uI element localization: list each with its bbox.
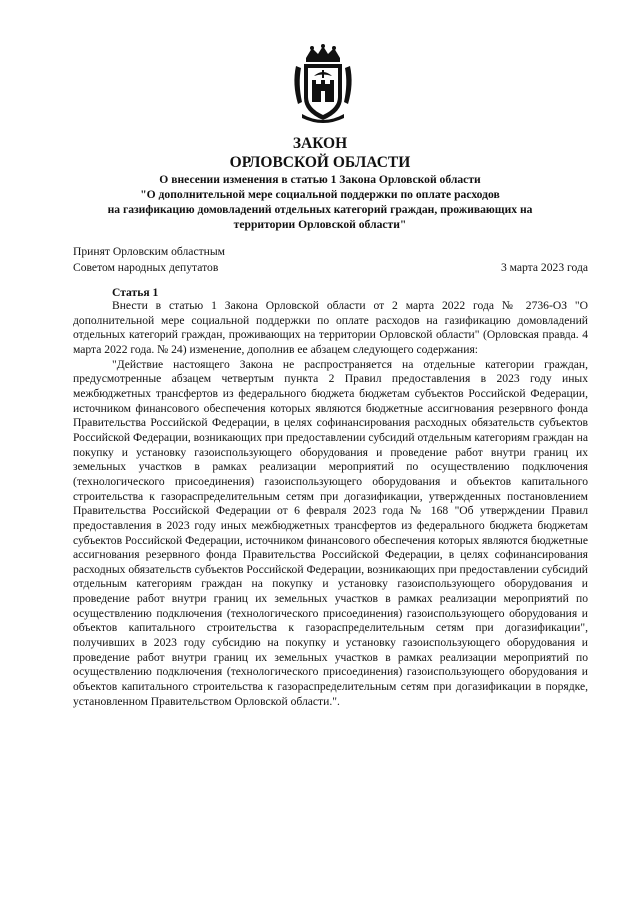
article-heading: Статья 1 [112,286,159,299]
subtitle-line: территории Орловской области" [233,218,407,231]
adoption-line: Советом народных депутатов [73,260,219,274]
coat-of-arms-icon [292,44,354,124]
adoption-date: 3 марта 2023 года [500,260,588,274]
article-paragraph: "Действие настоящего Закона не распространяется на отдельные категории граждан, предусмотренные абзацем четвертым пункта 2 Правил предоставления в 2023 году иных межбюджетных трансфертов из федерального бюджета бюджетам субъектов Российской Федерации, источником финансового обеспечения которых являются бюджетные ассигнования резервного фонда Правительства Российской Федерации, в целях софинансирования расходных обязательств субъектов Российской Федерации, возникающих при предоставлении субсидий отдельным категориям граждан на покупку и установку газоиспользующего оборудования и проведение работ внутри границ их земельных участков в рамках реализации мероприятий по осуществлению подключения (технологического присоединения) газоиспользующего оборудования и объектов капитального строительства к газораспределительным сетям при догазификации, утвержденных постановлением Правительства Российской Федерации от 6 февраля 2023 года № 168 "Об утверждении Правил предоставления в 2023 году иных межбюджетных трансфертов из федерального бюджета бюджетам субъектов Российской Федерации, источником финансового обеспечения которых являются бюджетные ассигнования резервного фонда Правительства Российской Федерации, в целях софинансирования расходных обязательств субъектов Российской Федерации, возникающих при предоставлении субсидий отдельным категориям граждан на покупку и установку газоиспользующего оборудования и проведение работ внутри границ их земельных участков в рамках реализации мероприятий по осуществлению подключения (технологического присоединения) газоиспользующего оборудования и объектов капитального строительства к газораспределительным сетям при догазификации", получивших в 2023 году субсидию на покупку и установку газоиспользующего оборудования и проведение работ внутри границ их земельных участков в рамках реализации мероприятий по осуществлению подключения (технологического присоединения) газоиспользующего оборудования и объектов капитального строительства к газораспределительным сетям при догазификации в порядке, установленном Правительством Орловской области.". [73,357,588,708]
subtitle-line: на газификацию домовладений отдельных категорий граждан, проживающих на [107,203,533,216]
adoption-block [73,244,225,275]
region-title: ОРЛОВСКОЙ ОБЛАСТИ [229,154,411,171]
law-title: ЗАКОН [292,135,348,152]
subtitle-line: "О дополнительной мере социальной поддержки по оплате расходов [140,188,500,201]
adoption-line: Принят Орловским областным [73,245,225,258]
law-subtitle [60,172,580,232]
article-body [73,299,588,709]
article-paragraph: Внести в статью 1 Закона Орловской области от 2 марта 2022 года № 2736-ОЗ "О дополнительной мере социальной поддержки по оплате расходов на газификацию домовладений отдельных категорий граждан, проживающих на территории Орловской области" (Орловская правда. 4 марта 2022 года. № 24) изменение, дополнив ее абзацем следующего содержания: [73,299,588,356]
subtitle-line: О внесении изменения в статью 1 Закона Орловской области [159,173,481,186]
